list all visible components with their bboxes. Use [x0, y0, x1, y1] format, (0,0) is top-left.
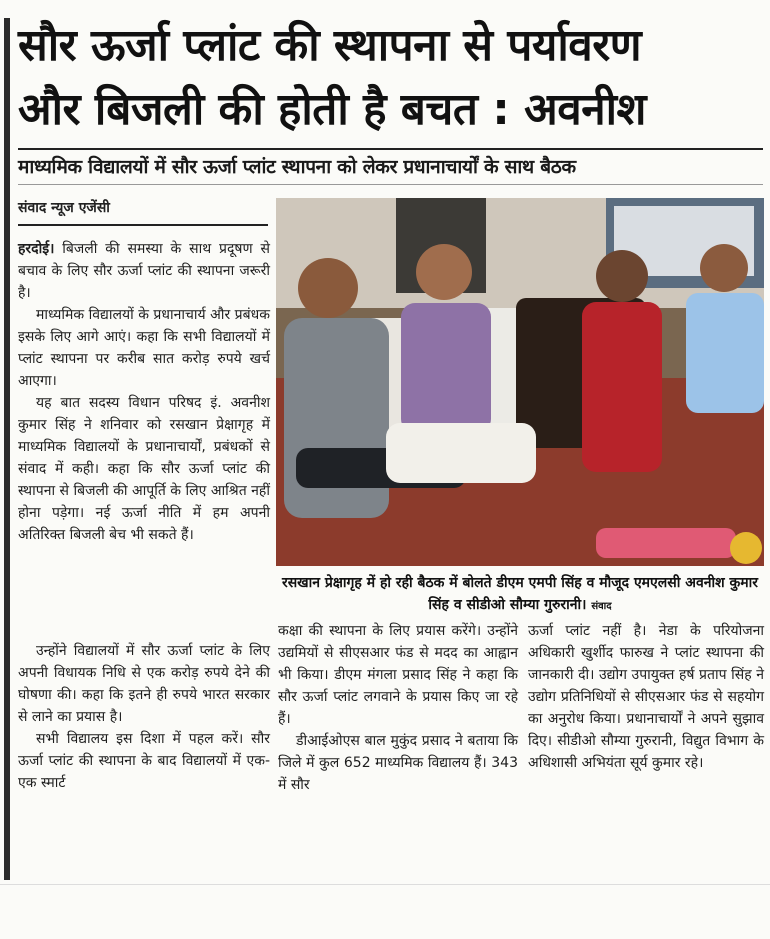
article-column-left	[18, 238, 270, 546]
article-paragraph-middle-1: कक्षा की स्थापना के लिए प्रयास करेंगे। उन्होंने उद्यमियों से सीएसआर फंड से मदद का आह्वान भी किया। डीएम मंगला प्रसाद सिंह ने कहा कि सौर ऊर्जा प्लांट लगवाने के प्रयास किए जा रहे हैं।	[278, 623, 518, 727]
photo-credit: संवाद	[591, 601, 612, 612]
article-paragraph-1: बिजली की समस्या के साथ प्रदूषण से बचाव के लिए सौर ऊर्जा प्लांट की स्थापना जरूरी है।	[18, 241, 270, 301]
agency-byline: संवाद न्यूज एजेंसी	[18, 200, 110, 216]
column-rule	[4, 18, 10, 880]
article-paragraph-middle-2: डीआईओएस बाल मुकुंद प्रसाद ने बताया कि जिले में कुल 652 माध्यमिक विद्यालय हैं। 343 में सौर	[278, 733, 518, 793]
article-column-right	[528, 620, 764, 774]
article-paragraph-4: उन्होंने विद्यालयों में सौर ऊर्जा प्लांट के लिए अपनी विधायक निधि से एक करोड़ रुपये देने की घोषणा की। कहा कि इतने ही रुपये भारत सरकार से लाने का प्रयास है।	[18, 643, 270, 725]
headline-line-1: सौर ऊर्जा प्लांट की स्थापना से पर्यावरण	[18, 20, 642, 71]
article-column-middle	[278, 620, 518, 796]
photo-caption	[276, 572, 764, 618]
headline-line-2: और बिजली की होती है बचत : अवनीश	[18, 84, 646, 135]
event-photo	[276, 198, 764, 566]
article-column-left-bottom	[18, 640, 270, 794]
article-paragraph-5: सभी विद्यालय इस दिशा में पहल करें। सौर ऊर्जा प्लांट की स्थापना के बाद विद्यालयों में एक-एक स्मार्ट	[18, 731, 270, 791]
photo-caption-text: रसखान प्रेक्षागृह में हो रही बैठक में बोलते डीएम एमपी सिंह व मौजूद एमएलसी अवनीश कुमार सिंह व सीडीओ सौम्या गुरुरानी।	[281, 575, 758, 613]
meeting-photo-illustration	[276, 198, 764, 566]
page-bottom-rule	[0, 884, 770, 885]
byline-rule	[18, 224, 268, 226]
article-paragraph-3: यह बात सदस्य विधान परिषद इं. अवनीश कुमार सिंह ने शनिवार को रसखान प्रेक्षागृह में माध्यमिक विद्यालयों के प्रधानाचार्यों, प्रबंधकों से संवाद में कही। कहा कि सौर ऊर्जा प्लांट की स्थापना से बिजली की आपूर्ति के लिए आश्रित नहीं होना पड़ेगा। नई ऊर्जा नीति में हम अपनी अतिरिक्त बिजली बेच भी सकते हैं।	[18, 395, 270, 543]
dateline: हरदोई।	[18, 241, 55, 257]
article-paragraph-2: माध्यमिक विद्यालयों के प्रधानाचार्य और प्रबंधक इसके लिए आगे आएं। कहा कि सभी विद्यालयों में प्लांट स्थापना पर करीब सात करोड़ रुपये खर्च आएगा।	[18, 307, 270, 389]
subheadline: माध्यमिक विद्यालयों में सौर ऊर्जा प्लांट स्थापना को लेकर प्रधानाचार्यों के साथ बैठक	[18, 148, 763, 185]
article-paragraph-right-1: ऊर्जा प्लांट नहीं है। नेडा के परियोजना अधिकारी खुर्शीद फारुख ने प्लांट स्थापना की जानकारी दी। उद्योग उपायुक्त हर्ष प्रताप सिंह ने उद्योग प्रतिनिधियों से सीएसआर फंड से सहयोग का अनुरोध किया। प्रधानाचार्यों ने अपने सुझाव दिए। सीडीओ सौम्या गुरुरानी, विद्युत विभाग के अधिशासी अभियंता सूर्य कुमार रहे।	[528, 623, 764, 771]
